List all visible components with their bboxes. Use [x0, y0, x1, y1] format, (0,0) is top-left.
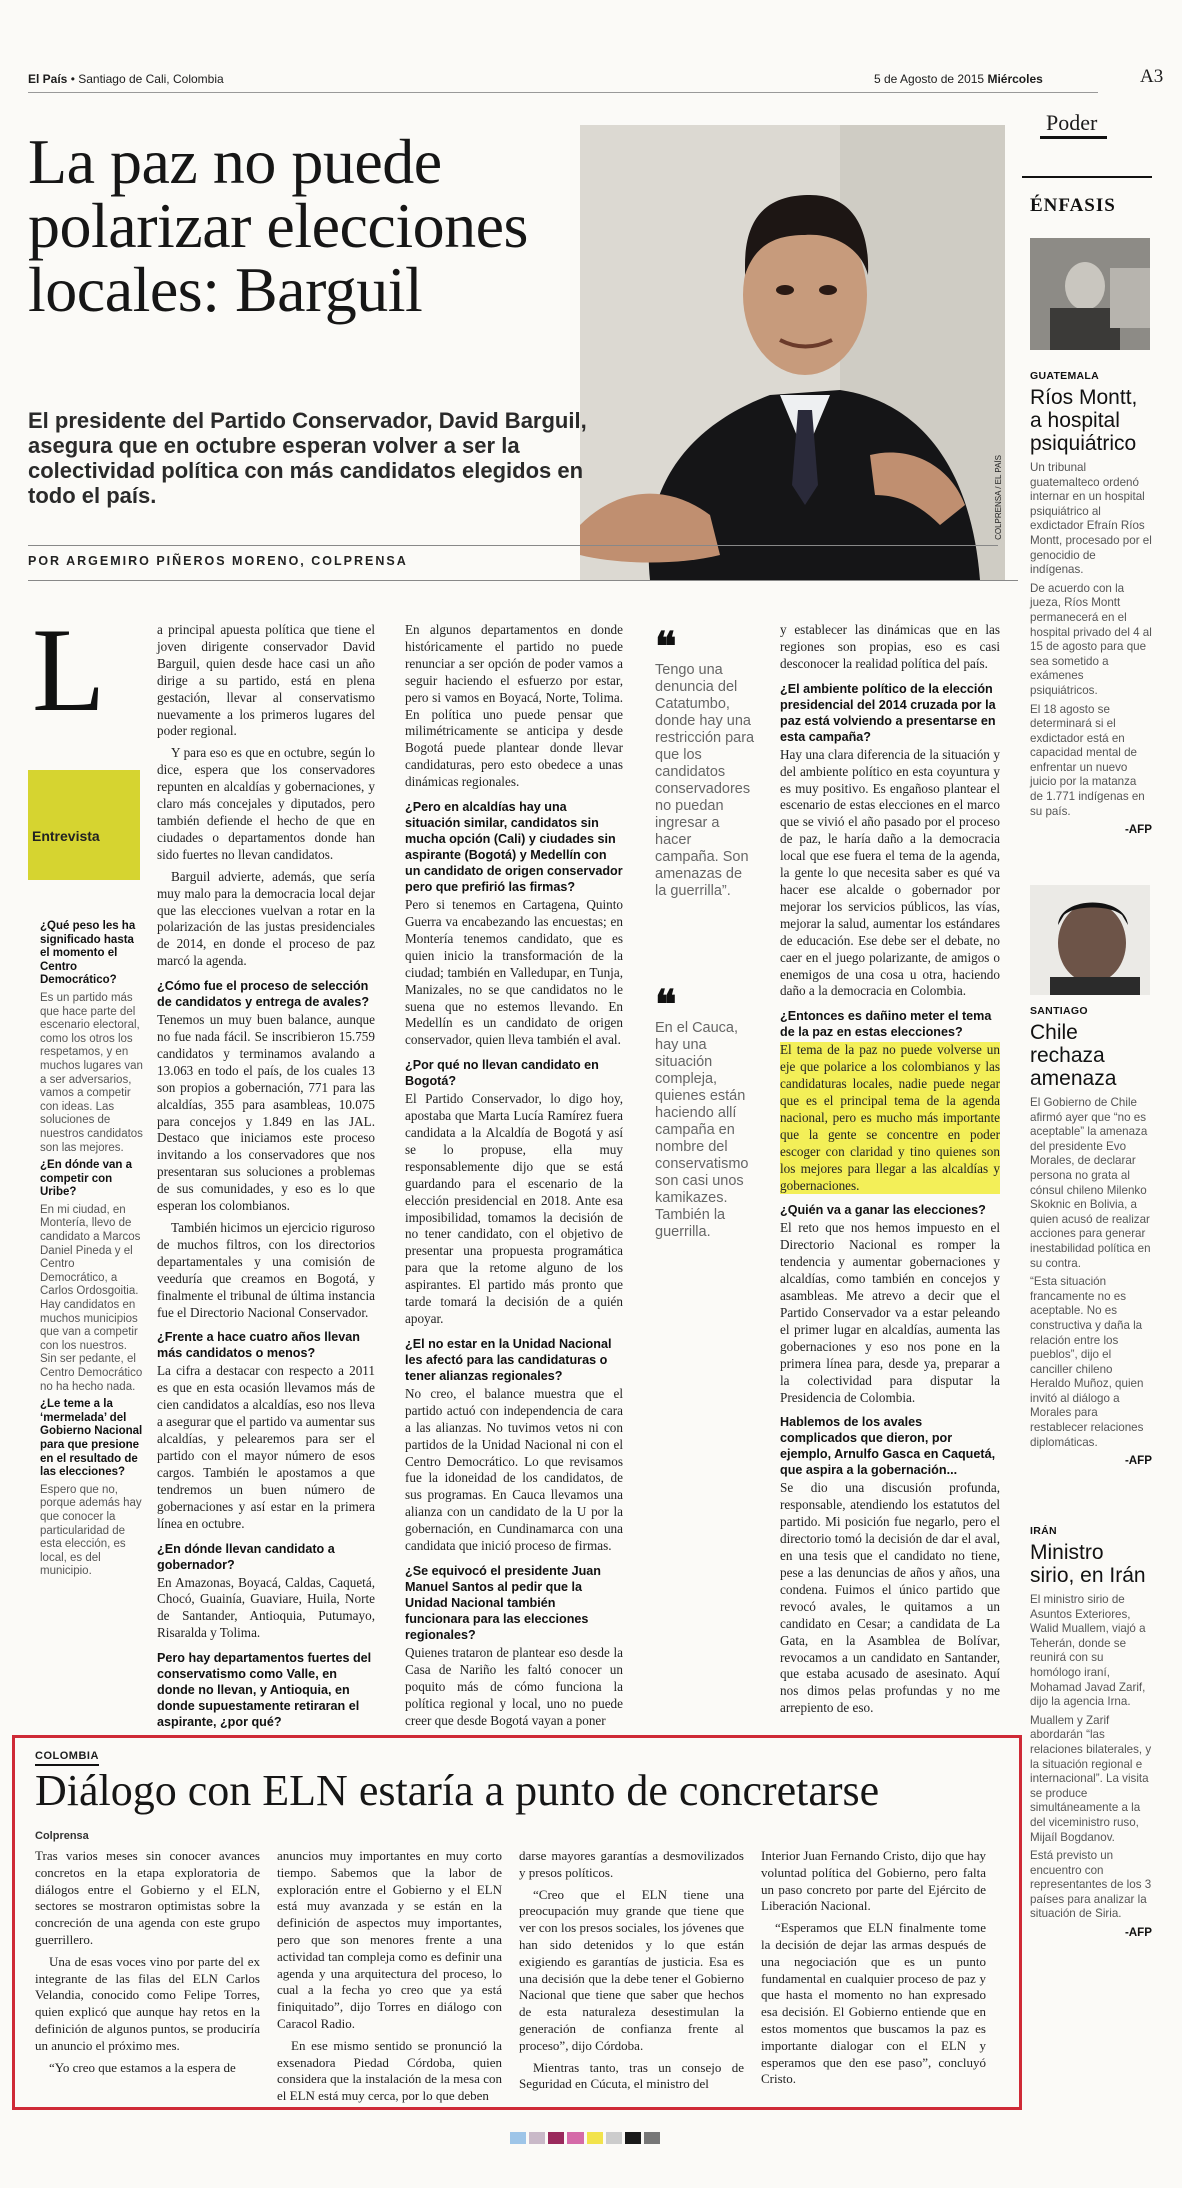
eln-column-1: Tras varios meses sin conocer avances concretos en la etapa exploratoria de diálogos entre el Gobierno y el ELN, sectores se mostraron optimistas sobre la concreción de una agenda con este grupo guerrillero. Una de esas voces vino por parte del ex integrante de las filas del ELN Carlos Velandia, conocido como Felipe Torres, quien explicó que aunque hay retos en la definición de algunos puntos, se produciría un anuncio el próximo mes. “Yo creo que estamos a la espera de	[35, 1848, 260, 2075]
question: ¿Se equivocó el presidente Juan Manuel Santos al pedir que la Unidad Nacional también funcionara para las elecciones regionales?	[405, 1563, 601, 1642]
article-column-4	[780, 622, 1000, 1722]
answer: y establecer las dinámicas que en las regiones son propias, eso es casi desconocer la realidad política del país.	[780, 622, 1000, 671]
paragraph: Y para eso es que en octubre, según lo dice, espera que los conservadores repunten en alcaldías y gobernaciones, y claro más concejales y diputados, pero también defiende el hecho de que en ciudades o departamentos donde han sido fuertes no llevan candidatos.	[157, 745, 375, 862]
issue-date: 5 de Agosto de 2015	[874, 72, 985, 86]
enfasis-item-1: GUATEMALA Ríos Montt, a hospital psiquiátrico Un tribunal guatemalteco ordenó internar en un hospital psiquiátrico al exdictador Efraín Ríos Montt, procesado por el genocidio de indígenas. De acuerdo con la jueza, Ríos Montt permanecerá en el hospital privado del 4 al 15 de agosto para que sea sometido a exámenes psiquiátricos. El 18 agosto se determinará si el exdictador está en capacidad mental de enfrentar un nuevo juicio por la matanza de 1.771 indígenas en su país. -AFP	[1030, 370, 1152, 837]
deck: El presidente del Partido Conservador, David Barguil, asegura que en octubre esperan volver a ser la colectividad política con más candidatos elegidos en todo el país.	[28, 408, 587, 508]
answer: En algunos departamentos en donde históricamente el partido no puede renunciar a ser opción de poder vamos a seguir haciendo el esfuerzo por estar, pero si vamos en Boyacá, Norte, Tolima. En política uno puede pensar que milimétricamente se anticipa y desde Bogotá puede plantear donde llevar candidaturas, pero esto obedece a unas dinámicas regionales.	[405, 622, 623, 790]
answer: El reto que nos hemos impuesto en el Directorio Nacional es romper la tendencia y aumentar gobernaciones y alcaldías, como también en concejos y asambleas. Me atrevo a decir que el Partido Conservador va a estar peleando el primer lugar en alcaldías, aumenta las gobernaciones y eso nos pone en la primera línea para, desde ya, preparar a la colectividad para disputar la Presidencia de Colombia.	[780, 1220, 1000, 1405]
pull-quote-1: ❝ Tengo una denuncia del Catatumbo, donde hay una restricción para que los candidatos conservadores no puedan ingresar a hacer campaña. Son amenazas de la guerrilla”.	[655, 624, 755, 899]
article-column-2	[405, 622, 623, 1735]
question: Hablemos de los avales complicados que dieron, por ejemplo, Arnulfo Gasca en Caquetá, que aspira a la gobernación...	[780, 1415, 996, 1478]
paragraph: Barguil advierte, además, que sería muy malo para la democracia local dejar que las elecciones vuelvan a rotar en la polarización de las justas presidenciales de 2014, en donde el proceso de paz marcó la agenda.	[157, 868, 375, 969]
eln-column-4: Interior Juan Fernando Cristo, dijo que hay voluntad política del Gobierno, pero falta un paso concreto por parte del Ejército de Liberación Nacional. “Esperamos que ELN finalmente tome la decisión de dejar las armas después de una negociación que es un punto fundamental en cualquier proceso de paz y que hasta el momento no han expresado esa decisión. El Gobierno entiende que en estos momentos que buscamos la paz es importante dialogar con el ELN y esperamos que den ese paso”, concluyó Cristo.	[761, 1848, 986, 2087]
answer: En Amazonas, Boyacá, Caldas, Caquetá, Chocó, Guainía, Guaviare, Huila, Norte de Santander, Antioquia, Putumayo, Risaralda y Tolima.	[157, 1574, 375, 1641]
eln-kicker: COLOMBIA	[35, 1750, 99, 1766]
paper-location: Santiago de Cali, Colombia	[78, 72, 224, 86]
answer: Hay una clara diferencia de la situación y del ambiente político en esta coyuntura y es muy positivo. Es engañoso plantear el escenario de estas elecciones en el marco que se vivió el año pasado por el proceso de paz, le haría daño a la democracia local que ese fuera el tema de la agenda, la gente lo que necesita saber es qué va hacer ese alcalde o gobernador por mejorar los servicios públicos, las vías, mejorar la salud, aumentar los estándares de educación. Ese debe ser el debate, no caer en el juego polarizante, de amigos o enemigos de una cosa u otra, haciendo daño a la democracia en Colombia.	[780, 746, 1000, 999]
answer: Se dio una discusión profunda, responsable, atendiendo los estatutos del partido. Mi posición fue negarlo, pero el directorio tomó la decisión de dar el aval, en una tesis que el candidato no tiene, pese a las denuncias de años y años, una condena. Fuimos el único partido que revocó avales, le quitamos a un candidato en Cesar; a candidata de La Gata, en la Asamblea de Bolívar, revocamos a un candidato en Santander, que estaba acusado de asesinato. Aquí nos dimos pelas profundas y no me arrepiento de eso.	[780, 1480, 1000, 1716]
answer: También hicimos un ejercicio riguroso de muchos filtros, con los directorios departamentales y una comisión de veeduría que creamos en Bogotá, y finalmente el tribunal de última instancia fue el Directorio Nacional Conservador.	[157, 1220, 375, 1320]
sidebar-answer: Es un partido más que hace parte del escenario electoral, como los otros los respetamos, y en muchos lugares van a ser adversarios, vamos a competir con ideas. Las soluciones de nuestros candidatos son las mejores.	[40, 991, 143, 1154]
answer: Tenemos un muy buen balance, aunque no fue nada fácil. Se inscribieron 15.759 candidatos y terminamos avalando a 13.063 en todo el país, de los cuales 13 son propios a gobernación, 771 para las alcaldías, 355 para asambleas, 10.075 para concejos y 1.849 en las JAL. Destaco que iniciamos este proceso invitando a los conservadores que nos presentaran sus soluciones a problemas de sus comunidades, y eso es lo que esperan los colombianos.	[157, 1012, 375, 1214]
quote-mark-icon: ❝	[655, 624, 677, 669]
photo-placeholder	[1030, 885, 1150, 995]
rios-montt-photo	[1030, 238, 1150, 350]
eln-column-2: anuncios muy importantes en muy corto tiempo. Sabemos que la labor de exploración entre el Gobierno y el ELN está muy avanzada y se están en la definición de aspectos muy importantes, pero que son menores frente a una actividad tan compleja como es definir una agenda y una arquitectura del proceso, lo cual a la fecha yo creo que ya está finiquitado”, dijo Torres en diálogo con Caracol Radio. En ese mismo sentido se pronunció la exsenadora Piedad Córdoba, quien considera que la instalación de la mesa con el ELN está muy cerca, por lo que deben	[277, 1848, 502, 2104]
answer: Quienes trataron de plantear eso desde la Casa de Nariño les faltó conocer un poquito más de cómo funciona la política regional y local, uno no puede creer que desde Bogotá vayan a poner	[405, 1644, 623, 1728]
masthead: El País • Santiago de Cali, Colombia 5 de Agosto de 2015 Miércoles A3	[28, 62, 1098, 93]
section-label: Entrevista	[28, 770, 140, 880]
answer: Pero si tenemos en Cartagena, Quinto Guerra va encabezando las encuestas; en Montería tenemos candidato, que es quien inicio la transformación de la ciudad; también en Valledupar, en Tunja, Manizales, no se que candidatos no le suena que no estemos llevando. En Medellín es un candidato de origen conservador, quien lleva también el aval.	[405, 897, 623, 1048]
headline: La paz no puede polarizar elecciones locales: Barguil	[28, 126, 528, 325]
question: Pero hay departamentos fuertes del conservatismo como Valle, en donde no llevan, y Antioquia, en donde supuestamente retiraran el aspirante, ¿por qué?	[157, 1651, 372, 1730]
sidebar-question: ¿Le teme a la ‘mermelada’ del Gobierno Nacional para que presione en el resultado de las elecciones?	[40, 1398, 143, 1479]
paper-name: El País	[28, 72, 68, 86]
photo-placeholder	[1030, 238, 1150, 350]
question: ¿En dónde llevan candidato a gobernador?	[157, 1541, 335, 1572]
byline: POR ARGEMIRO PIÑEROS MORENO, COLPRENSA	[28, 545, 998, 568]
eln-headline: Diálogo con ELN estaría a punto de concretarse	[35, 1766, 880, 1815]
question: ¿Entonces es dañino meter el tema de la paz en estas elecciones?	[780, 1009, 992, 1040]
answer: La cifra a destacar con respecto a 2011 es que en esta ocasión llevamos más de cien candidatos a alcaldías, eso nos lleva a asegurar que el partido va aumentar sus alcaldías, y pelearemos para ser el partido con el mayor número de esos cargos. También le apostamos a que tendremos un buen número de gobernaciones y así estar en la primera línea en octubre.	[157, 1363, 375, 1531]
article-column-1	[157, 622, 375, 1732]
paragraph: a principal apuesta política que tiene el joven dirigente conservador David Barguil, quien desde hace casi un año dirige a su partido, está en plena gestación, llevar al conservatismo nuevamente a los primeros lugares del poder regional.	[157, 622, 375, 739]
issue-weekday: Miércoles	[987, 72, 1043, 86]
sidebar-answer: Espero que no, porque además hay que conocer la particularidad de esta elección, es local, es del municipio.	[40, 1483, 142, 1578]
highlighted-answer: El tema de la paz no puede volverse un eje que polarice a los colombianos y las candidaturas locales, nadie puede negar que es el principal tema de la agenda nacional, pero es mucho más importante que la gente se concentre en poder escoger con claridad y tino quienes son los mejores para llegar a las alcaldías y gobernaciones.	[780, 1042, 1000, 1193]
question: ¿Quién va a ganar las elecciones?	[780, 1203, 986, 1218]
question: ¿El no estar en la Unidad Nacional les afectó para las candidaturas o tener alianzas regionales?	[405, 1336, 612, 1383]
question: ¿Cómo fue el proceso de selección de candidatos y entrega de avales?	[157, 979, 370, 1010]
answer: El Partido Conservador, lo digo hoy, apostaba que Marta Lucía Ramírez fuera candidata a la Alcaldía de Bogotá y así se lo propuse, ella muy responsablemente dijo que se está guardando para el escenario de la elección presidencial en 2018. Ante esa imposibilidad, tomamos la decisión de no tener candidato, con el objetivo de presentar una propuesta programática para que la retome alguno de los aspirantes. El partido más pronto que tarde tomará la decisión de a quién apoyar.	[405, 1091, 623, 1326]
evo-morales-photo	[1030, 885, 1150, 995]
answer: No creo, el balance muestra que el partido actuó con independencia de cara a las alianzas. No tuvimos vetos ni con partidos de la Unidad Nacional ni con el Centro Democrático. Lo que revisamos fue la idoneidad de los candidatos, de sus programas. En Cauca llevamos una alianza con un candidato de la U por la gobernación, en Cundinamarca con una candidata que inició proceso de firmas.	[405, 1385, 623, 1554]
dropcap: L	[32, 603, 106, 736]
question: ¿Por qué no llevan candidato en Bogotá?	[405, 1058, 599, 1089]
enfasis-title: ÉNFASIS	[1030, 195, 1116, 216]
eln-source: Colprensa	[35, 1830, 89, 1842]
enfasis-item-2: SANTIAGO Chile rechaza amenaza El Gobierno de Chile afirmó ayer que “no es aceptable” la amenaza del presidente Evo Morales, de declarar persona no grata al cónsul chileno Milenko Skoknic en Bolivia, a quien acusó de realizar acciones para generar inestabilidad política en su contra. “Esta situación francamente no es aceptable. No es constructiva y daña la relación entre los pueblos”, dijo el canciller chileno Heraldo Muñoz, quien invitó al diálogo a Morales para restablecer relaciones diplomáticas. -AFP	[1030, 1005, 1152, 1468]
photo-credit: COLPRENSA / EL PAÍS	[994, 455, 1003, 540]
question: ¿El ambiente político de la elección presidencial del 2014 cruzada por la paz está volviendo a presentarse en esta campaña?	[780, 681, 996, 744]
pull-quote-2: ❝ En el Cauca, hay una situación compleja, quienes están haciendo allí campaña en nombre del conservatismo son casi unos kamikazes. También la guerrilla.	[655, 990, 755, 1241]
question: ¿Pero en alcaldías hay una situación similar, candidatos sin mucha opción (Cali) y ciudades sin aspirante (Bogotá) y Medellín con un candidato de origen conservador pero que prefirió las firmas?	[405, 800, 623, 895]
section-name: Poder	[1040, 110, 1107, 139]
enfasis-item-3: IRÁN Ministro sirio, en Irán El ministro sirio de Asuntos Exteriores, Walid Muallem, viajó a Teherán, donde se reunirá con su homólogo iraní, Mohamad Javad Zarif, dijo la agencia Irna. Muallem y Zarif abordarán “las relaciones bilaterales, y la situación regional e internacional”. La visita se produce simultáneamente a la del viceministro ruso, Mijaíl Bogdanov. Está previsto un encuentro con representantes de los 3 países para analizar la situación de Siria. -AFP	[1030, 1525, 1152, 1940]
question: ¿Frente a hace cuatro años llevan más candidatos o menos?	[157, 1330, 360, 1361]
eln-story-box	[12, 1735, 1022, 2110]
print-color-bar	[510, 2132, 660, 2144]
quote-mark-icon: ❝	[655, 982, 677, 1027]
sidebar-question: ¿Qué peso les ha significado hasta el momento el Centro Democrático?	[40, 920, 136, 987]
sidebar-qa	[40, 920, 145, 1583]
page-number: A3	[1140, 66, 1164, 87]
sidebar-answer: En mi ciudad, en Montería, llevo de candidato a Marcos Daniel Pineda y el Centro Democrático, a Carlos Ordosgoitia. Hay candidatos en muchos municipios que van a competir con los nuestros. Sin ser pedante, el Centro Democrático no ha hecho nada.	[40, 1203, 143, 1393]
sidebar-question: ¿En dónde van a competir con Uribe?	[40, 1159, 133, 1199]
eln-column-3: darse mayores garantías a desmovilizados y presos políticos. “Creo que el ELN tiene una preocupación muy grande que tiene que ver con los presos sociales, los jóvenes que han sido detenidos y lo que están exigiendo es garantías de justicia. Esa es una decisión que la debe tener el Gobierno Nacional que tiene que saber que hechos de esta naturaleza desestimulan la generación de confianza frente al proceso”, dijo Córdoba. Mientras tanto, tras un consejo de Seguridad en Cúcuta, el ministro del	[519, 1848, 744, 2092]
